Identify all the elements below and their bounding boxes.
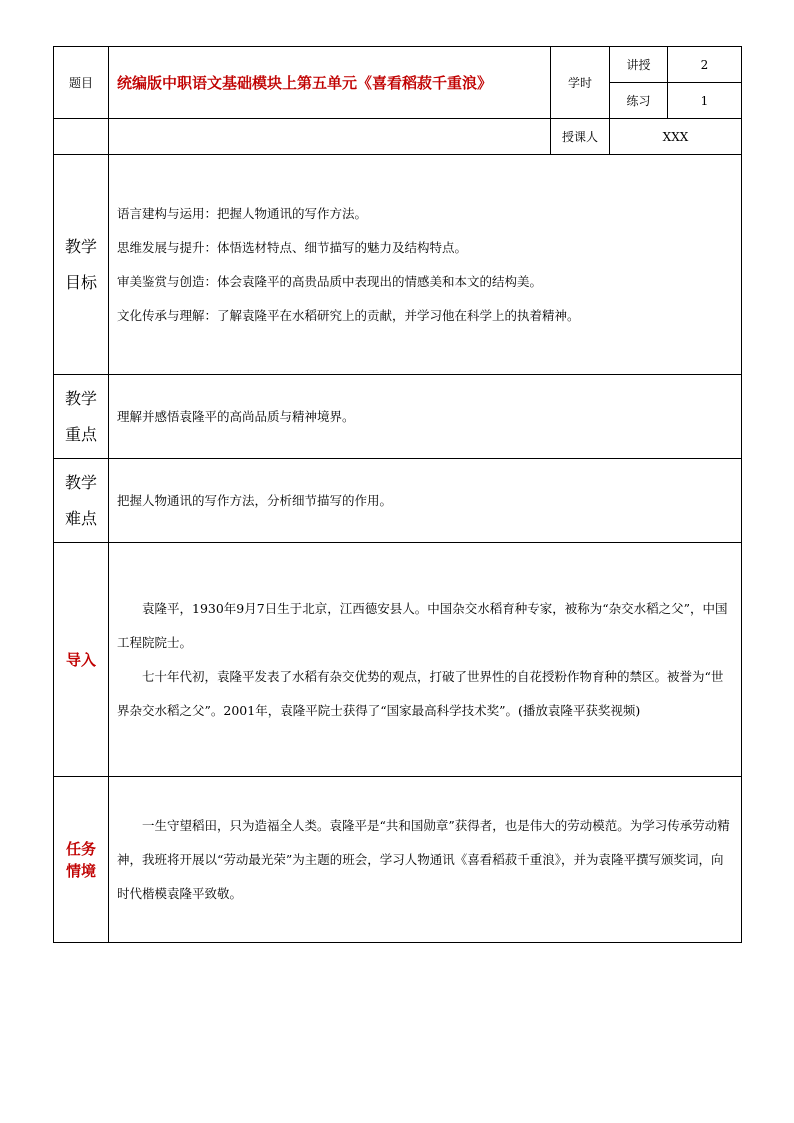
practice-hours: 1 <box>668 83 742 119</box>
objectives-label-line1: 教学 <box>64 236 97 256</box>
header-blank-title <box>109 119 551 155</box>
key-points-label-line1: 教学 <box>64 388 97 408</box>
difficulties-label <box>54 459 109 543</box>
intro-content <box>109 543 742 777</box>
difficulties-label-line2: 难点 <box>64 508 97 528</box>
objective-item: 语言建构与运用：把握人物通讯的写作方法。 <box>117 205 368 221</box>
lesson-plan-table <box>53 46 742 943</box>
key-points-label-line2: 重点 <box>64 424 97 444</box>
objective-item: 文化传承与理解：了解袁隆平在水稻研究上的贡献，并学习他在科学上的执着精神。 <box>117 307 580 323</box>
task-label-line2: 情境 <box>65 861 96 880</box>
hours-label: 学时 <box>551 47 610 119</box>
intro-paragraph: 七十年代初，袁隆平发表了水稻有杂交优势的观点，打破了世界性的自花授粉作物育种的禁区。被誉为“世界杂交水稻之父”。2001年，袁隆平院士获得了“国家最高科学技术奖”。(播放袁隆平获奖视频) <box>117 668 724 718</box>
header-blank-label <box>54 119 109 155</box>
teacher-name: XXX <box>610 119 742 155</box>
objectives-label <box>54 155 109 375</box>
objectives-label-line2: 目标 <box>64 272 97 292</box>
lecture-label: 讲授 <box>610 47 668 83</box>
teacher-label: 授课人 <box>551 119 610 155</box>
objective-item: 审美鉴赏与创造：体会袁隆平的高贵品质中表现出的情感美和本文的结构美。 <box>117 273 543 289</box>
difficulties-label-line1: 教学 <box>64 472 97 492</box>
lecture-hours: 2 <box>668 47 742 83</box>
objectives-content <box>109 155 742 375</box>
title-label: 题目 <box>54 47 109 119</box>
task-label-line1: 任务 <box>65 839 96 858</box>
task-paragraph: 一生守望稻田，只为造福全人类。袁隆平是“共和国勋章”获得者，也是伟大的劳动模范。为学习传承劳动精神，我班将开展以“劳动最光荣”为主题的班会，学习人物通讯《喜看稻菽千重浪》，并为袁隆平撰写颁奖词，向时代楷模袁隆平致敬。 <box>117 817 730 901</box>
key-points-text: 理解并感悟袁隆平的高尚品质与精神境界。 <box>109 375 742 459</box>
practice-label: 练习 <box>610 83 668 119</box>
task-label <box>54 777 109 943</box>
intro-label: 导入 <box>54 543 109 777</box>
task-content <box>109 777 742 943</box>
key-points-label <box>54 375 109 459</box>
lesson-title: 统编版中职语文基础模块上第五单元《喜看稻菽千重浪》 <box>109 47 551 119</box>
intro-paragraph: 袁隆平，1930年9月7日生于北京，江西德安县人。中国杂交水稻育种专家，被称为“杂交水稻之父”，中国工程院院士。 <box>117 600 728 650</box>
difficulties-text: 把握人物通讯的写作方法，分析细节描写的作用。 <box>109 459 742 543</box>
objective-item: 思维发展与提升：体悟选材特点、细节描写的魅力及结构特点。 <box>117 239 468 255</box>
